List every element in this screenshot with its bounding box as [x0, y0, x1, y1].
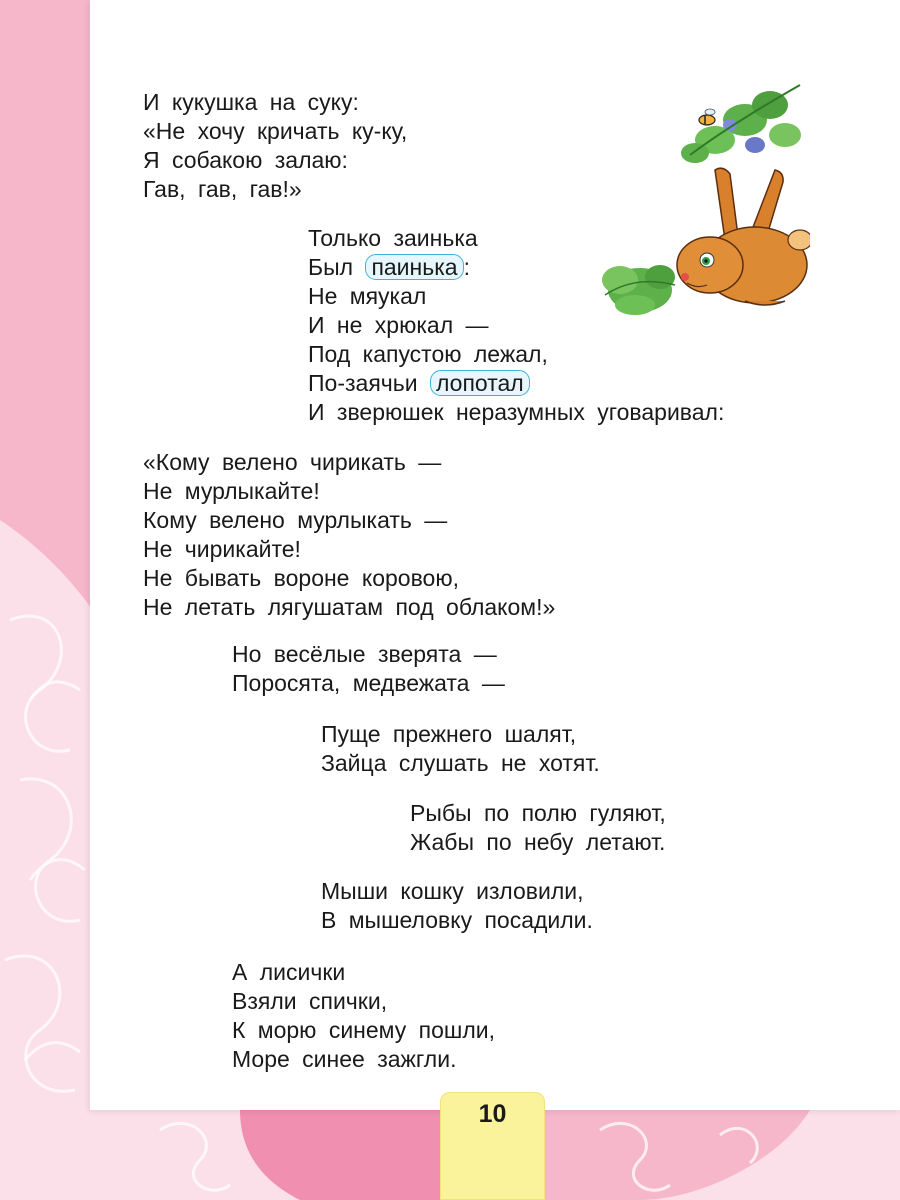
poem-line: Гав, гав, гав!»	[143, 176, 302, 202]
stanza-6	[410, 799, 666, 857]
poem-line: В мышеловку посадили.	[321, 907, 593, 933]
poem-line: Кому велено мурлыкать —	[143, 507, 448, 533]
cabbage-icon	[602, 265, 675, 315]
poem-line: «Не хочу кричать ку-ку,	[143, 118, 408, 144]
line-text: По-заячьи	[308, 370, 430, 396]
poem-line	[308, 369, 724, 398]
poem-line: Поросята, медвежата —	[232, 670, 505, 696]
poem-line: Я собакою залаю:	[143, 147, 348, 173]
poem-line: Пуще прежнего шалят,	[321, 721, 577, 747]
poem-line: Не мурлыкайте!	[143, 478, 320, 504]
poem-line: Под капустою лежал,	[308, 341, 548, 367]
poem-line: А лисички	[232, 959, 346, 985]
poem-line: Не летать лягушатам под облаком!»	[143, 594, 556, 620]
highlighted-word[interactable]: паинька	[365, 254, 463, 280]
page-number: 10	[478, 1100, 507, 1128]
poem-line: К морю синему пошли,	[232, 1017, 495, 1043]
poem-line: И не хрюкал —	[308, 312, 489, 338]
stanza-1	[143, 88, 407, 204]
stanza-5	[321, 720, 600, 778]
hare-illustration	[595, 65, 810, 335]
stanza-7	[321, 877, 593, 935]
poem-line: Не бывать вороне коровою,	[143, 565, 459, 591]
bee-icon	[699, 109, 715, 125]
hare-icon	[677, 168, 810, 305]
poem-line: «Кому велено чирикать —	[143, 449, 442, 475]
poem-line: Только заинька	[308, 225, 478, 251]
poem-line: Но весёлые зверята —	[232, 641, 497, 667]
poem-line: Рыбы по полю гуляют,	[410, 800, 666, 826]
cabbage-leaves-icon	[681, 85, 801, 163]
poem-line: Жабы по небу летают.	[410, 829, 666, 855]
highlighted-word[interactable]: лопотал	[430, 370, 530, 396]
poem-line: Взяли спички,	[232, 988, 388, 1014]
line-text: Был	[308, 254, 366, 280]
stanza-3	[143, 448, 555, 622]
poem-line: Не мяукал	[308, 283, 427, 309]
stanza-8	[232, 958, 495, 1074]
poem-line: Мыши кошку изловили,	[321, 878, 584, 904]
poem-line: Не чирикайте!	[143, 536, 301, 562]
poem-line: И зверюшек неразумных уговаривал:	[308, 399, 725, 425]
page-number-tab	[440, 1092, 545, 1200]
stanza-4	[232, 640, 505, 698]
poem-line: Море синее зажгли.	[232, 1046, 457, 1072]
poem-line: Зайца слушать не хотят.	[321, 750, 600, 776]
line-text: :	[463, 254, 470, 280]
poem-line: И кукушка на суку:	[143, 89, 359, 115]
